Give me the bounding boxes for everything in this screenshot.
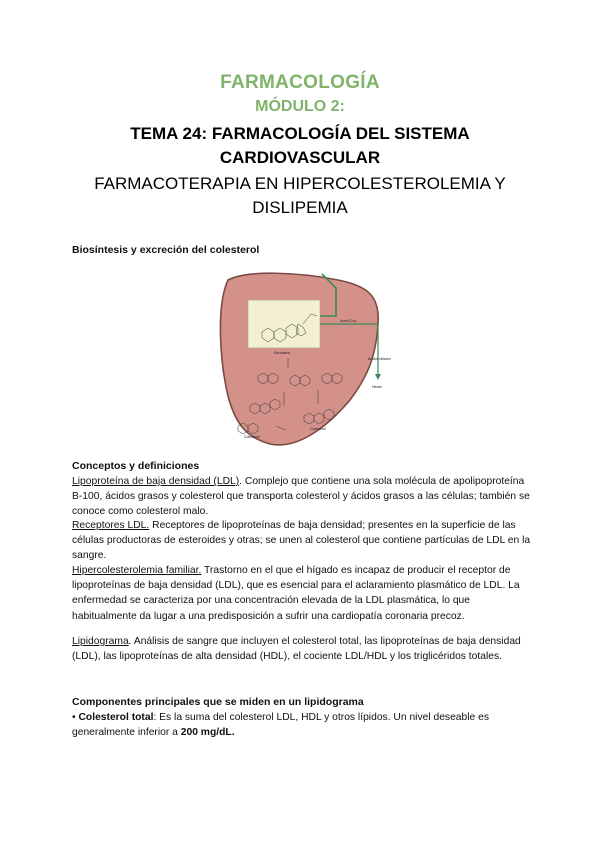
subtitle: FARMACOTERAPIA EN HIPERCOLESTEROLEMIA Y DISLIPEMIA — [94, 174, 506, 217]
definition-lipidogram — [72, 634, 532, 664]
section-heading-biosynthesis: Biosíntesis y excreción del colesterol — [72, 244, 260, 256]
def-ldl: . Complejo que contiene una sola molécula de apolipoproteína B-100, ácidos grasos y colesterol que transporta colesterol y ácidos grasos a las células; también se conoce como colesterol malo. — [72, 476, 530, 518]
bullet: • — [72, 712, 76, 723]
label-chol-right: Colesterol — [310, 427, 326, 431]
label-feces: Heces — [372, 385, 382, 389]
term-familial: Hipercolesterolemia familiar. — [72, 565, 202, 576]
label-bile: Ácidos biliares — [368, 357, 391, 361]
term-receptors: Receptores LDL. — [72, 520, 150, 531]
molecule-inset — [248, 300, 320, 348]
def-receptors: Receptores de lipoproteínas de baja densidad; presentes en la superficie de las células productoras de esteroides y otras; se unen al colesterol que contiene partículas de LDL en la sangre. — [72, 520, 531, 562]
definition-ldl-receptors — [72, 518, 532, 564]
def-familial: Trastorno en el que el hígado es incapaz de producir el receptor de lipoproteínas de baja densidad (LDL), que es esencial para el aclaramiento plasmático de LDL. La enfermedad se caracteriza por una concentración elevada de la LDL plasmática, lo que habitualmente da lugar a una predisposición a sufrir una cardiopatía coronaria precoz. — [72, 565, 520, 622]
label-squalene: Escualeno — [274, 351, 291, 355]
subject-title: FARMACOLOGÍA — [220, 72, 380, 93]
term-ldl: Lipoproteína de baja densidad (LDL) — [72, 476, 240, 487]
liver-shape — [220, 273, 378, 445]
component-total-cholesterol — [72, 710, 532, 740]
definition-ldl — [72, 474, 532, 520]
label-acetyl: Acetil-CoA — [340, 319, 357, 323]
liver-cholesterol-figure — [218, 266, 391, 452]
label-chol-left: Colesterol — [244, 435, 260, 439]
term-total-cholesterol: Colesterol total — [78, 712, 154, 723]
definition-familial-hypercholesterolemia — [72, 563, 532, 624]
section-heading-components: Componentes principales que se miden en un lipidograma — [72, 696, 364, 708]
value-total-cholesterol: 200 mg/dL. — [180, 727, 235, 739]
def-total-cholesterol: : Es la suma del colesterol LDL, HDL y otros lípidos. Un nivel deseable es generalmente inferior a — [72, 712, 490, 739]
module-title: MÓDULO 2: — [255, 98, 345, 115]
topic-title: TEMA 24: FARMACOLOGÍA DEL SISTEMA CARDIOVASCULAR — [130, 124, 470, 167]
section-heading-concepts: Conceptos y definiciones — [72, 460, 200, 472]
term-lipidogram: Lipidograma — [72, 636, 129, 647]
def-lipidogram: . Análisis de sangre que incluyen el colesterol total, las lipoproteínas de baja densidad (LDL), las lipoproteínas de alta densidad (HDL), el cociente LDL/HDL y los triglicéridos totales. — [72, 636, 521, 663]
